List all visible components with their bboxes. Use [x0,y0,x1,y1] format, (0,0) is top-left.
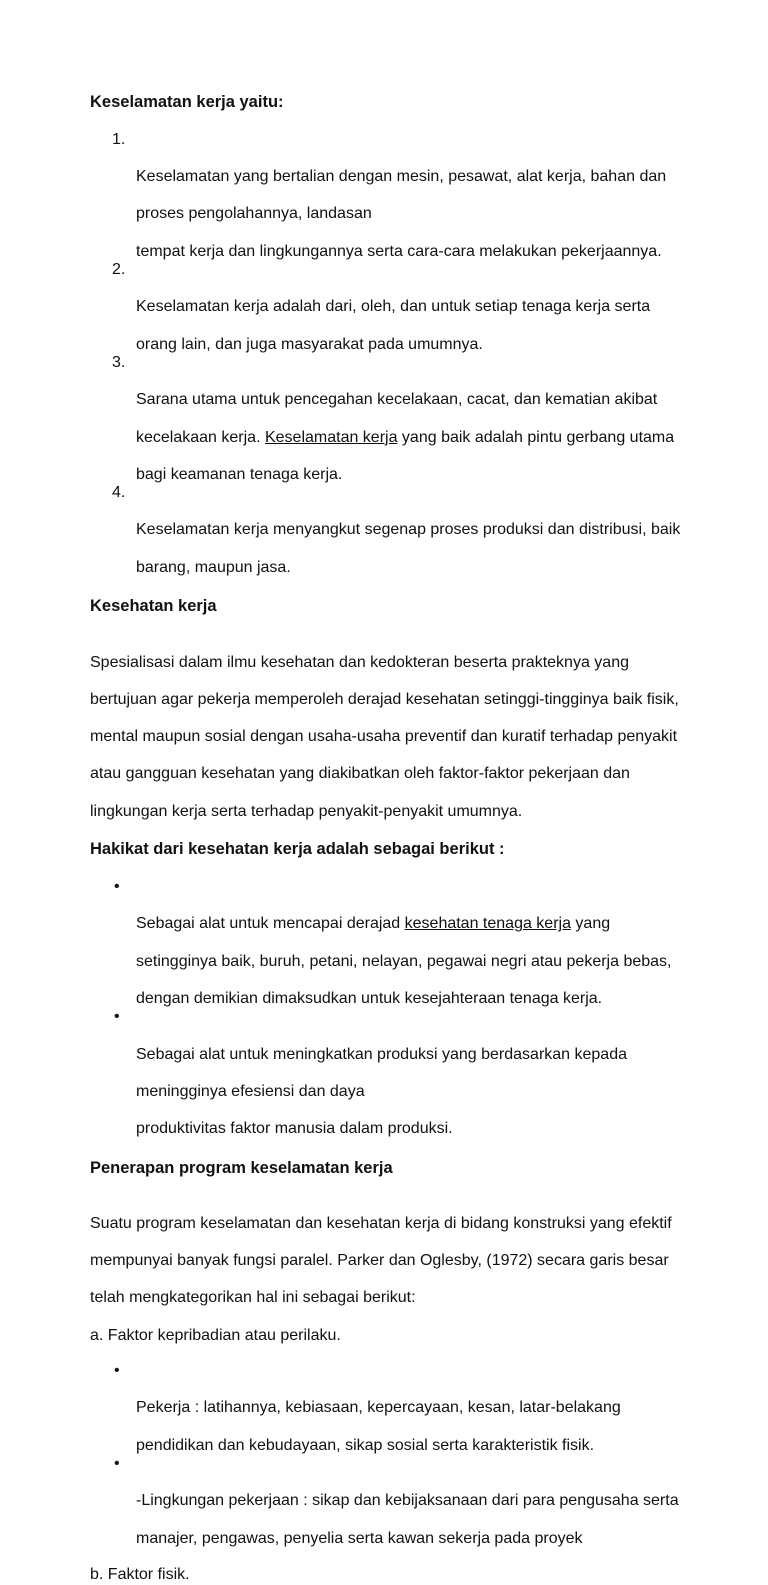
paragraph-line: Spesialisasi dalam ilmu kesehatan dan kedokteran beserta prakteknya yang [90,653,629,671]
list-item-line: -Lingkungan pekerjaan : sikap dan kebijaksanaan dari para pengusaha serta [136,1492,679,1510]
list-item-line: proses pengolahannya, landasan [136,205,372,223]
bullet-icon: • [114,1362,120,1380]
list-item [90,1362,728,1455]
list-item-line: Sebagai alat untuk meningkatkan produksi yang berdasarkan kepada [136,1045,627,1063]
paragraph-line: bertujuan agar pekerja memperoleh derajad kesehatan setinggi-tingginya baik fisik, [90,691,679,709]
paragraph-kesehatan-kerja [90,635,728,821]
heading-kesehatan-kerja: Kesehatan kerja [90,597,217,616]
list-item-line: orang lain, dan juga masyarakat pada umumnya. [136,335,483,353]
list-item-line: setingginya baik, buruh, petani, nelayan, pegawai negri atau pekerja bebas, [136,952,672,970]
list-number: 4. [112,484,126,502]
list-item-line: pendidikan dan kebudayaan, sikap sosial serta karakteristik fisik. [136,1436,595,1454]
list-item [90,484,728,577]
list-item-line: meningginya efesiensi dan daya [136,1082,365,1100]
bullet-icon: • [114,1008,120,1026]
paragraph-line: a. Faktor kepribadian atau perilaku. [90,1326,341,1344]
paragraph-penerapan-program [90,1197,728,1346]
list-item-text: yang baik adalah pintu gerbang utama [397,428,675,446]
list-item-text: yang [570,915,611,933]
paragraph-line: mempunyai banyak fungsi paralel. Parker dan Oglesby, (1972) secara garis besar [90,1252,669,1270]
list-item-line: Sarana utama untuk pencegahan kecelakaan, cacat, dan kematian akibat [136,391,658,409]
list-item-line: bagi keamanan tenaga kerja. [136,465,343,483]
keselamatan-kerja-link[interactable]: Keselamatan kerja [264,428,398,446]
paragraph-line: lingkungan kerja serta terhadap penyakit-penyakit umumnya. [90,802,523,820]
list-item-line: Keselamatan kerja adalah dari, oleh, dan untuk setiap tenaga kerja serta [136,298,651,316]
list-item-line: barang, maupun jasa. [136,558,291,576]
list-item [90,131,728,261]
heading-keselamatan-kerja: Keselamatan kerja yaitu: [90,93,284,111]
paragraph-line: mental maupun sosial dengan usaha-usaha preventif dan kuratif terhadap penyakit [90,728,678,746]
paragraph-faktor-fisik: b. Faktor fisik. [90,1566,190,1584]
list-item [90,261,728,354]
bullet-icon: • [114,878,120,896]
heading-hakikat: Hakikat dari kesehatan kerja adalah sebagai berikut : [90,840,505,859]
kesehatan-tenaga-kerja-link[interactable]: kesehatan tenaga kerja [404,915,571,933]
list-number: 2. [112,261,126,279]
bullet-icon: • [114,1455,120,1473]
paragraph-line: Suatu program keselamatan dan kesehatan kerja di bidang konstruksi yang efektif [90,1215,672,1233]
list-item-line: manajer, pengawas, penyelia serta kawan sekerja pada proyek [136,1529,583,1547]
list-item-line: Keselamatan kerja menyangkut segenap proses produksi dan distribusi, baik [136,521,681,539]
keselamatan-list [90,131,728,577]
list-item [90,1455,728,1548]
list-item-line: Keselamatan yang bertalian dengan mesin, pesawat, alat kerja, bahan dan [136,168,667,186]
list-item-text: kecelakaan kerja. [136,428,265,446]
hakikat-list [90,878,728,1138]
paragraph-line: telah mengkategorikan hal ini sebagai berikut: [90,1289,416,1307]
list-number: 1. [112,131,126,148]
list-number: 3. [112,354,126,372]
list-item [90,1008,728,1138]
list-item-line: Pekerja : latihannya, kebiasaan, kepercayaan, kesan, latar-belakang [136,1399,621,1417]
heading-penerapan-program: Penerapan program keselamatan kerja [90,1158,393,1177]
list-item [90,878,728,1008]
list-item-text: Sebagai alat untuk mencapai derajad [136,915,405,933]
paragraph-line: atau gangguan kesehatan yang diakibatkan oleh faktor-faktor pekerjaan dan [90,765,630,783]
list-item [90,354,728,484]
list-item-line: produktivitas faktor manusia dalam produksi. [136,1119,453,1137]
list-item-line: tempat kerja dan lingkungannya serta cara-cara melakukan pekerjaannya. [136,242,662,260]
list-item-line: dengan demikian dimaksudkan untuk kesejahteraan tenaga kerja. [136,989,603,1007]
faktor-list [90,1362,728,1548]
